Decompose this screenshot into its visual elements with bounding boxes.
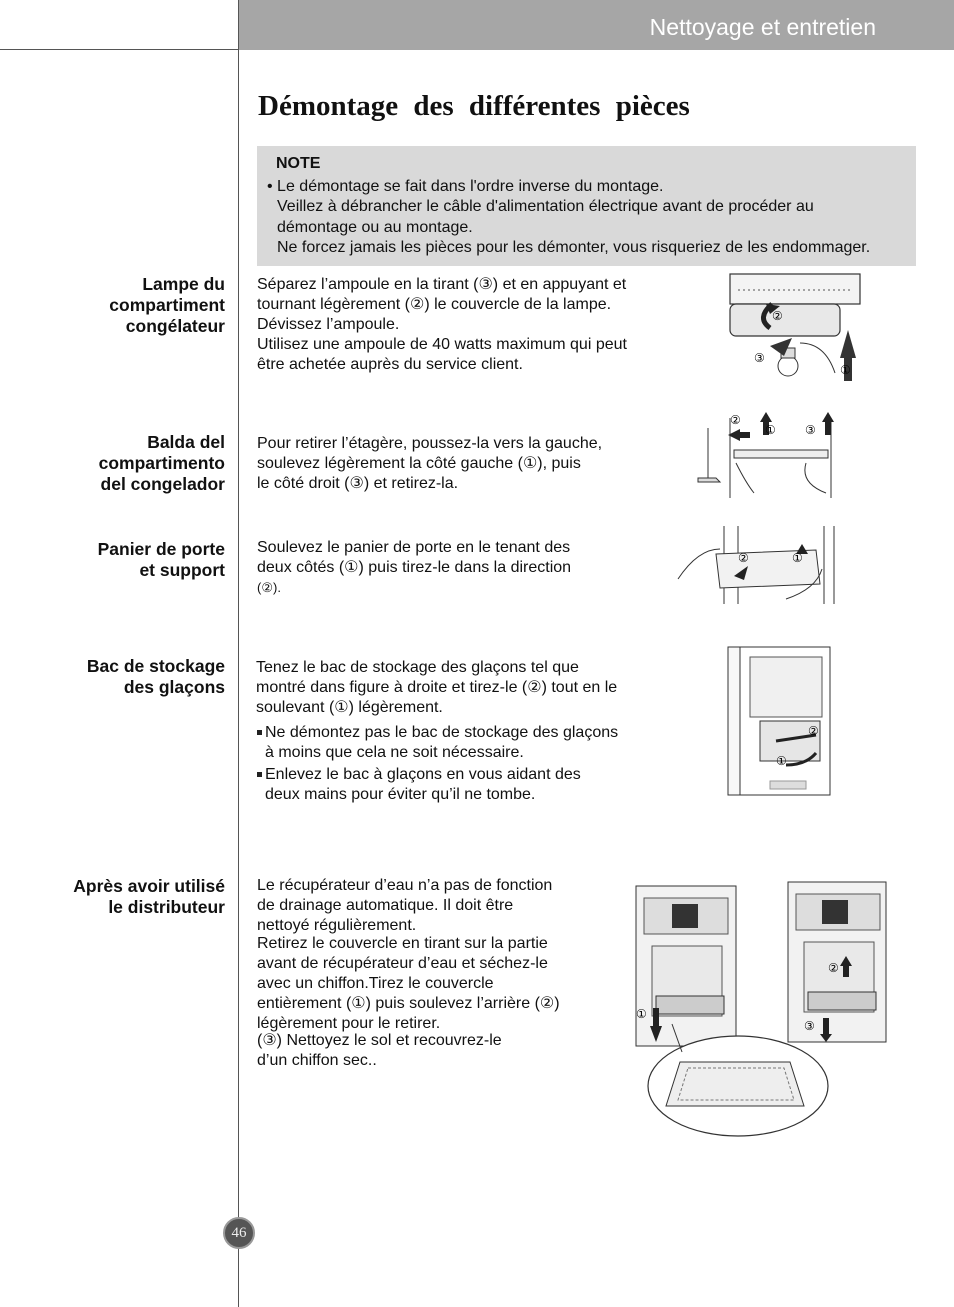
note-title: NOTE [276,155,321,172]
section-label-freezer-lamp: Lampe du compartiment congélateur [109,274,225,336]
section-text-freezer-shelf: Pour retirer l’étagère, poussez-la vers la gauche, soulevez légèrement la côté gauche (①), puis le côté droit (③) et retirez-la. [257,435,603,492]
callout-2: ② [808,724,819,738]
callout-3: ③ [805,423,816,437]
note-line: Veillez à débrancher le câble d'alimentation électrique avant de procéder au [277,198,814,215]
note-box [257,146,916,266]
callout-1: ① [840,363,851,377]
vertical-margin-rule [238,0,239,1307]
callout-1: ① [765,423,776,437]
header-left-rule [0,49,239,50]
callout-3: ③ [754,351,765,365]
callout-2: ② [828,961,839,975]
section-label-ice-bin: Bac de stockage des glaçons [86,656,225,697]
bullet-item: Ne démontez pas le bac de stockage des glaçons [256,723,618,743]
section-text-ice-bin: Tenez le bac de stockage des glaçons tel que montré dans figure à droite et tirez-le (②) tout en le soulevant (①) légèrement. Ne démontez pas le bac de stockage des glaçons à moins que cela ne soit nécessaire. Enlevez le bac à glaçons en vous aidant des deux mains pour éviter qu’il ne tombe. [256,659,619,803]
bullet-item: Enlevez le bac à glaçons en vous aidant des [256,765,618,785]
ice-bin-illustration [726,645,836,797]
page-title: Démontage des différentes pièces [258,90,690,122]
freezer-shelf-illustration [696,408,841,498]
note-line: Ne forcez jamais les pièces pour les démonter, vous risqueriez de les endommager. [277,239,871,256]
door-basket-illustration [676,524,841,609]
section-title: Nettoyage et entretien [649,14,876,40]
callout-1: ① [792,551,803,565]
section-label-dispenser: Après avoir utilisé le distributeur [73,876,225,917]
dispenser-illustration [632,876,892,1138]
callout-1: ① [776,754,787,768]
callout-3: ③ [804,1019,815,1033]
section-text-door-basket: Soulevez le panier de porte en le tenant des deux côtés (①) puis tirez-le dans la direction (②). [257,539,572,595]
note-line: • Le démontage se fait dans l'ordre inverse du montage. [267,177,664,195]
callout-1: ① [636,1007,647,1021]
callout-2: ② [730,413,741,427]
section-header-band [239,0,954,50]
page-number: 46 [223,1217,255,1249]
section-text-dispenser: Le récupérateur d’eau n’a pas de fonction de drainage automatique. Il doit être nettoyé régulièrement. Retirez le couvercle en tirant sur la partie avant de récupérateur d’eau et séchez-le avec un chiffon.Tirez le couvercle entièrement (①) puis soulevez l’arrière (②) légèrement pour le retirer. (③) Nettoyez le sol et recouvrez-le d’un chiffon sec.. [257,877,560,1069]
section-label-door-basket: Panier de porte et support [97,539,225,580]
note-line: démontage ou au montage. [277,218,473,236]
section-label-freezer-shelf: Balda del compartimento del congelador [98,432,225,494]
freezer-lamp-illustration [700,268,870,403]
section-text-freezer-lamp: Séparez l’ampoule en la tirant (③) et en appuyant et tournant légèrement (②) le couvercle de la lampe. Dévissez l’ampoule. Utilisez une ampoule de 40 watts maximum qui peut être achetée auprès du service client. [257,276,627,373]
callout-2: ② [772,309,783,323]
callout-2: ② [738,551,749,565]
